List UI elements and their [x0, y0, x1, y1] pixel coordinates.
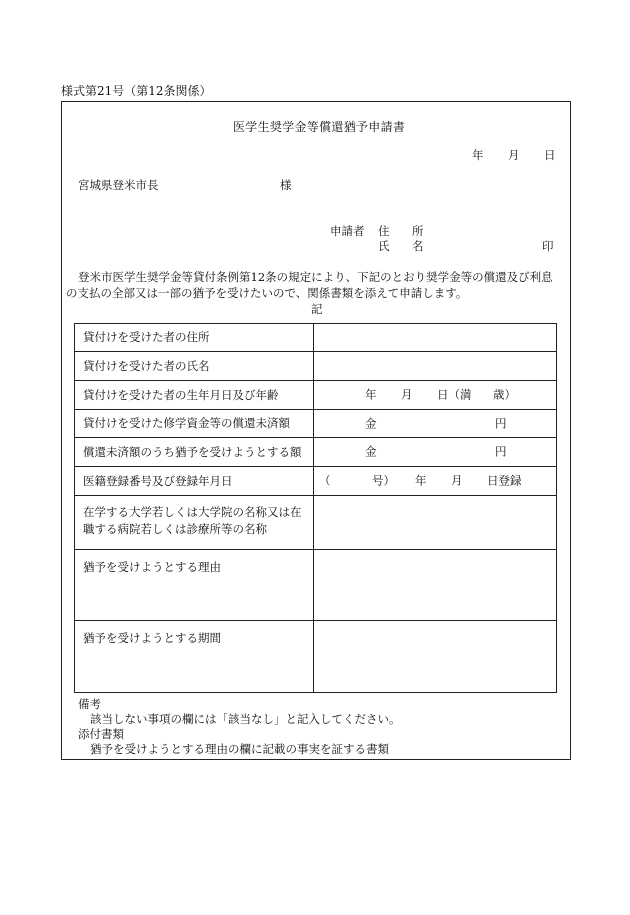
row-label: 医籍登録番号及び登録年月日 [75, 467, 314, 496]
address-label-1: 住 [378, 224, 390, 238]
row-label: 猶予を受けようとする理由 [75, 550, 314, 621]
period-value-cell[interactable] [314, 621, 557, 693]
address-label-2: 所 [412, 224, 424, 238]
remarks-text: 該当しない事項の欄には「該当なし」と記入してください。 [90, 712, 401, 726]
currency-prefix: 金 [365, 416, 377, 430]
table-row [75, 438, 557, 467]
name-label-1: 氏 [378, 239, 390, 253]
row-label-line: 職する病院若しくは診療所等の名称 [83, 522, 267, 536]
date-month: 月 [508, 148, 520, 162]
date-day: 日 [544, 148, 556, 162]
details-table [74, 323, 557, 693]
attachments-text: 猶予を受けようとする理由の欄に記載の事実を証する書類 [90, 742, 389, 756]
yen-unit: 円 [495, 444, 507, 459]
table-row [75, 496, 557, 550]
attachments-label: 添付書類 [78, 727, 124, 741]
body-text-line-2: の支払の全部又は一部の猶予を受けたいので、関係書類を添えて申請します。 [66, 286, 468, 300]
age-unit: 歳） [493, 387, 516, 402]
addressee-honorific: 様 [280, 178, 292, 192]
row-label [75, 496, 314, 550]
row-label: 貸付けを受けた修学資金等の償還未済額 [75, 410, 314, 438]
reg-number-unit: 号） [372, 473, 395, 488]
table-row [75, 324, 557, 352]
applicant-label: 申請者 [330, 224, 365, 238]
birthdate-value-cell[interactable] [314, 381, 557, 410]
reason-value-cell[interactable] [314, 550, 557, 621]
currency-prefix: 金 [365, 444, 377, 459]
institution-value-cell[interactable] [314, 496, 557, 550]
row-label: 貸付けを受けた者の住所 [75, 324, 314, 352]
reg-year-unit: 年 [415, 473, 427, 488]
row-label-line: 在学する大学若しくは大学院の名称又は在 [83, 505, 302, 519]
table-row [75, 352, 557, 381]
table-row [75, 550, 557, 621]
row-label: 償還未済額のうち猶予を受けようとする額 [75, 438, 314, 467]
row-label: 猶予を受けようとする期間 [75, 621, 314, 693]
remarks-label: 備考 [78, 697, 101, 711]
addressee-name: 宮城県登米市長 [78, 178, 159, 192]
reg-month-unit: 月 [451, 473, 463, 488]
birth-year-unit: 年 [365, 387, 377, 402]
deferral-amount-cell[interactable] [314, 438, 557, 467]
registration-value-cell[interactable] [314, 467, 557, 496]
form-title: 医学生奨学金等償還猶予申請書 [233, 120, 406, 134]
row-label: 貸付けを受けた者の生年月日及び年齢 [75, 381, 314, 410]
table-row [75, 621, 557, 693]
reg-open-paren: （ [319, 473, 331, 488]
table-row [75, 381, 557, 410]
date-year: 年 [472, 148, 484, 162]
name-value-cell[interactable] [314, 352, 557, 381]
reg-day-unit: 日登録 [487, 473, 522, 488]
birth-day-unit: 日（満 [437, 387, 472, 402]
name-label-2: 名 [412, 239, 424, 253]
address-value-cell[interactable] [314, 324, 557, 352]
ki-mark: 記 [311, 302, 323, 316]
unpaid-amount-cell[interactable] [314, 410, 557, 438]
form-number: 様式第21号（第12条関係） [61, 84, 212, 98]
table-row [75, 410, 557, 438]
table-row [75, 467, 557, 496]
seal-mark: 印 [542, 239, 554, 253]
row-label: 貸付けを受けた者の氏名 [75, 352, 314, 381]
yen-unit: 円 [495, 416, 507, 430]
birth-month-unit: 月 [401, 387, 413, 402]
body-text-line-1: 登米市医学生奨学金等貸付条例第12条の規定により、下記のとおり奨学金等の償還及び利息 [78, 270, 553, 284]
